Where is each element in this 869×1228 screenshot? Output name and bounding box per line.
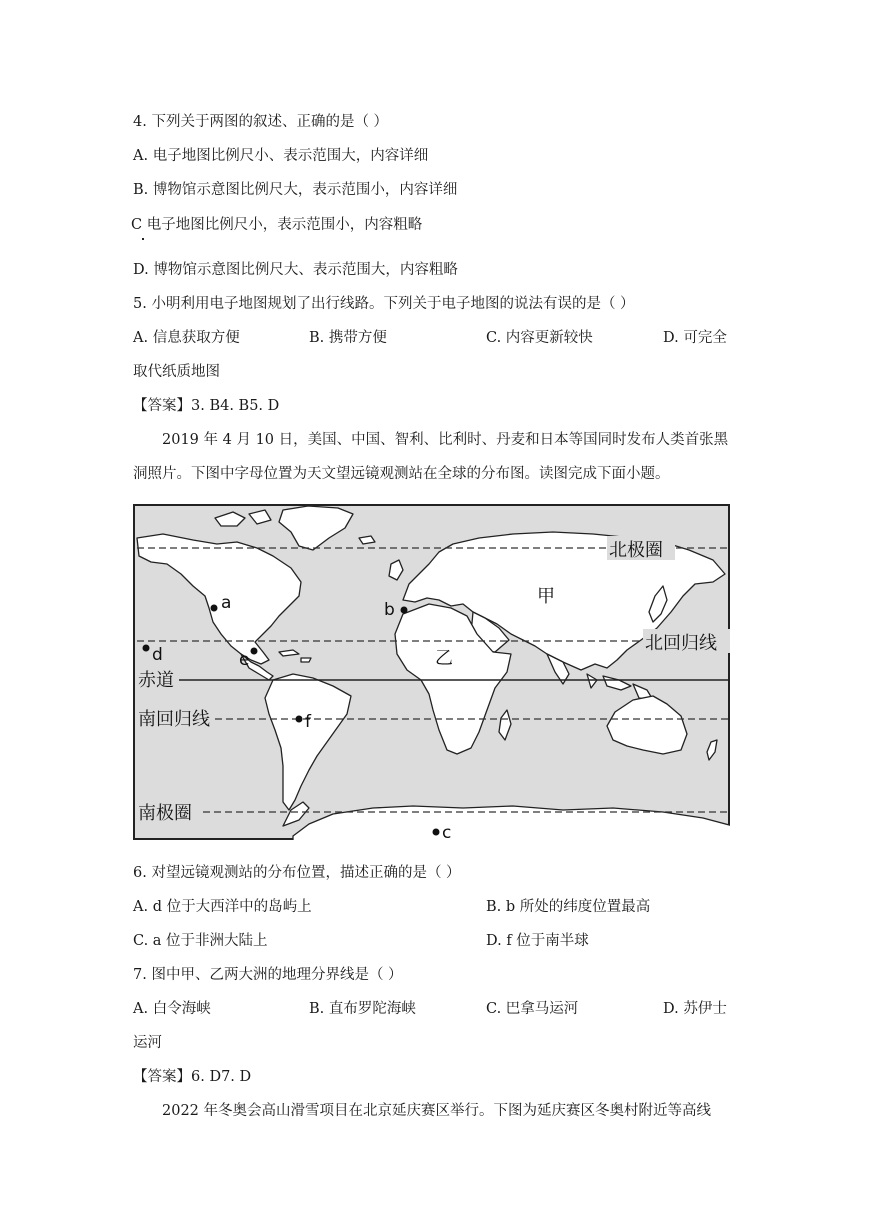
stray-dot [142,238,144,240]
intro-line-2: 洞照片。下图中字母位置为天文望远镜观测站在全球的分布图。读图完成下面小题。 [133,466,670,482]
station-f-marker [296,716,303,723]
tropic-of-cancer-label: 北回归线 [645,633,717,654]
station-a-marker [211,605,218,612]
antarctic-circle-label: 南极圈 [138,803,192,824]
station-d-label: d [152,645,163,665]
station-c-label: c [442,823,452,840]
q4-option-c: C 电子地图比例尺小，表示范围小，内容粗略 [131,217,423,233]
q5-option-c: C. 内容更新较快 [486,330,593,346]
intro-line-1: 2019 年 4 月 10 日，美国、中国、智利、比利时、丹麦和日本等国同时发布人类首张黑 [162,432,729,448]
q7-option-b: B. 直布罗陀海峡 [309,1001,416,1017]
station-c-marker [433,829,440,836]
q4-option-a: A. 电子地图比例尺小、表示范围大，内容详细 [133,148,429,164]
q6-option-b: B. b 所处的纬度位置最高 [486,899,651,915]
q5-option-d: D. 可完全 [663,330,727,346]
q7-option-c: C. 巴拿马运河 [486,1001,579,1017]
equator-label: 赤道 [138,670,174,691]
answer-block-1: 【答案】3. B4. B5. D [133,398,280,414]
q7-stem: 7. 图中甲、乙两大洲的地理分界线是（ ） [133,967,403,983]
station-e-label: e [239,650,250,670]
q7-option-a: A. 白令海峡 [133,1001,211,1017]
q6-stem: 6. 对望远镜观测站的分布位置，描述正确的是（ ） [133,865,461,881]
station-b-marker [401,607,408,614]
tropic-of-capricorn-label: 南回归线 [138,709,210,730]
q5-option-a: A. 信息获取方便 [133,330,240,346]
q5-option-b: B. 携带方便 [309,330,387,346]
arctic-circle-label: 北极圈 [609,540,663,561]
answer-block-2: 【答案】6. D7. D [133,1069,252,1085]
q4-option-d: D. 博物馆示意图比例尺大、表示范围大，内容粗略 [133,262,458,278]
world-map-svg [133,504,730,840]
outro-line: 2022 年冬奥会高山滑雪项目在北京延庆赛区举行。下图为延庆赛区冬奥村附近等高线 [162,1103,712,1119]
continent-label-jia: 甲 [537,586,555,607]
q6-option-a: A. d 位于大西洋中的岛屿上 [133,899,312,915]
q5-option-d-continued: 取代纸质地图 [133,364,220,380]
q5-stem: 5. 小明利用电子地图规划了出行线路。下列关于电子地图的说法有误的是（ ） [133,296,635,312]
q7-option-d: D. 苏伊士 [663,1001,727,1017]
station-f-label: f [305,712,311,732]
q4-stem: 4. 下列关于两图的叙述、正确的是（ ） [133,114,389,130]
station-d-marker [143,645,150,652]
station-b-label: b [384,600,395,620]
world-map-figure [133,504,730,840]
station-e-marker [251,648,258,655]
continent-label-yi: 乙 [435,648,453,669]
station-a-label: a [221,593,232,613]
q4-option-b: B. 博物馆示意图比例尺大，表示范围小，内容详细 [133,182,458,198]
q6-option-c: C. a 位于非洲大陆上 [133,933,268,949]
q6-option-d: D. f 位于南半球 [486,933,589,949]
q7-option-d-continued: 运河 [133,1035,162,1051]
